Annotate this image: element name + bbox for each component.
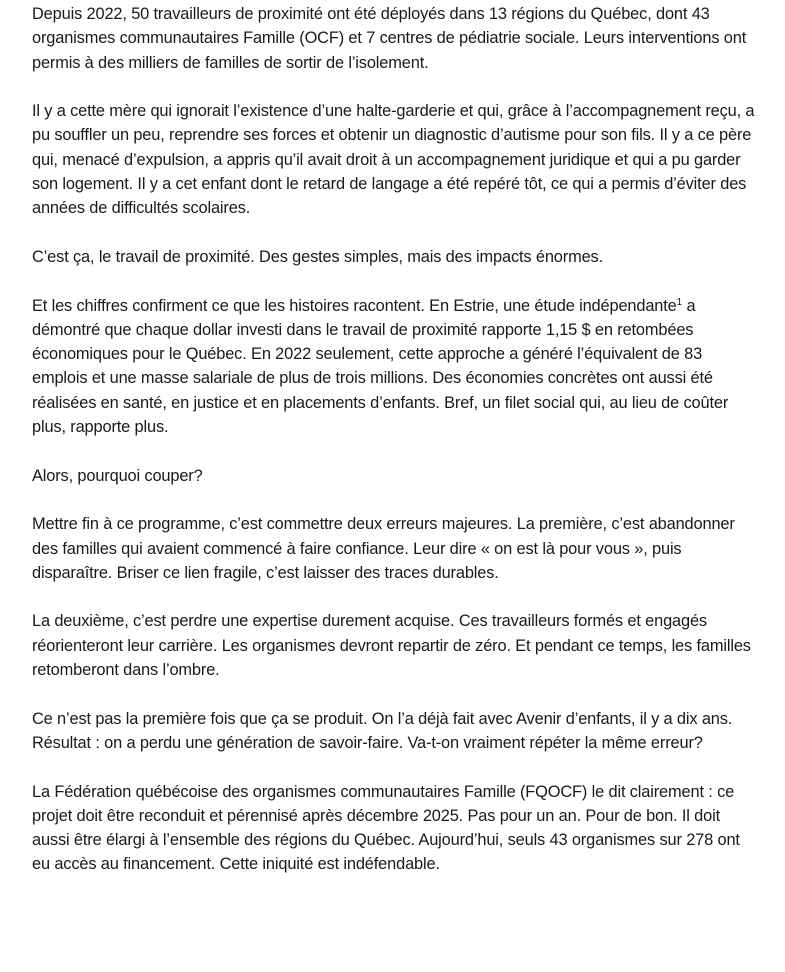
figures-text-end: a démontré que chaque dollar investi dans le travail de proximité rapporte 1,15 $ en retombées économiques pour le Québec. En 2022 seulement, cette approche a généré l’équivalent de 83 emplois et une masse salariale de plus de trois millions. Des économies concrètes ont aussi été réalisées en santé, en justice et en placements d’enfants. Bref, un filet social qui, au lieu de coûter plus, rapporte plus. bbox=[32, 296, 729, 437]
paragraph-deployment: Depuis 2022, 50 travailleurs de proximité ont été déployés dans 13 régions du Québec, dont 43 organismes communautaires Famille (OCF) et 7 centres de pédiatrie sociale. Leurs interventions ont permis à des milliers de familles de sortir de l’isolement. bbox=[32, 5, 747, 72]
paragraph-stories: Il y a cette mère qui ignorait l’existence d’une halte-garderie et qui, grâce à l’accompagnement reçu, a pu souffler un peu, reprendre ses forces et obtenir un diagnostic d’autisme pour son fils. Il y a ce père qui, menacé d’expulsion, a appris qu’il avait droit à un accompagnement juridique et qui a pu garder son logement. Il y a cet enfant dont le retard de langage a été repéré tôt, ce qui a permis d’éviter des années de difficultés scolaires. bbox=[32, 102, 755, 218]
paragraph-question: Alors, pourquoi couper? bbox=[32, 466, 203, 485]
paragraph-history: Ce n’est pas la première fois que ça se produit. On l’a déjà fait avec Avenir d’enfants, il y a dix ans. Résultat : on a perdu une génération de savoir-faire. Va-t-on vraiment répéter la même erreur? bbox=[32, 709, 733, 752]
footnote-marker: 1 bbox=[676, 296, 683, 308]
paragraph-second-error: La deuxième, c’est perdre une expertise durement acquise. Ces travailleurs formés et engagés réorienteront leur carrière. Les organismes devront repartir de zéro. Et pendant ce temps, les familles retomberont dans l’ombre. bbox=[32, 612, 751, 680]
document-body bbox=[32, 2, 757, 901]
paragraph-first-error: Mettre fin à ce programme, c’est commettre deux erreurs majeures. La première, c’est abandonner des familles qui avaient commencé à faire confiance. Leur dire « on est là pour vous », puis disparaître. Briser ce lien fragile, c’est laisser des traces durables. bbox=[32, 515, 735, 582]
paragraph-federation: La Fédération québécoise des organismes communautaires Famille (FQOCF) le dit clairement : ce projet doit être reconduit et pérennisé après décembre 2025. Pas pour un an. Pour de bon. Il doit aussi être élargi à l’ensemble des régions du Québec. Aujourd’hui, seuls 43 organismes sur 278 ont eu accès au financement. Cette iniquité est indéfendable. bbox=[32, 782, 740, 874]
paragraph-proximity-work: C’est ça, le travail de proximité. Des gestes simples, mais des impacts énormes. bbox=[32, 247, 603, 266]
figures-text-start: Et les chiffres confirment ce que les histoires racontent. En Estrie, une étude indépendante bbox=[32, 296, 677, 315]
paragraph-figures bbox=[32, 294, 757, 440]
